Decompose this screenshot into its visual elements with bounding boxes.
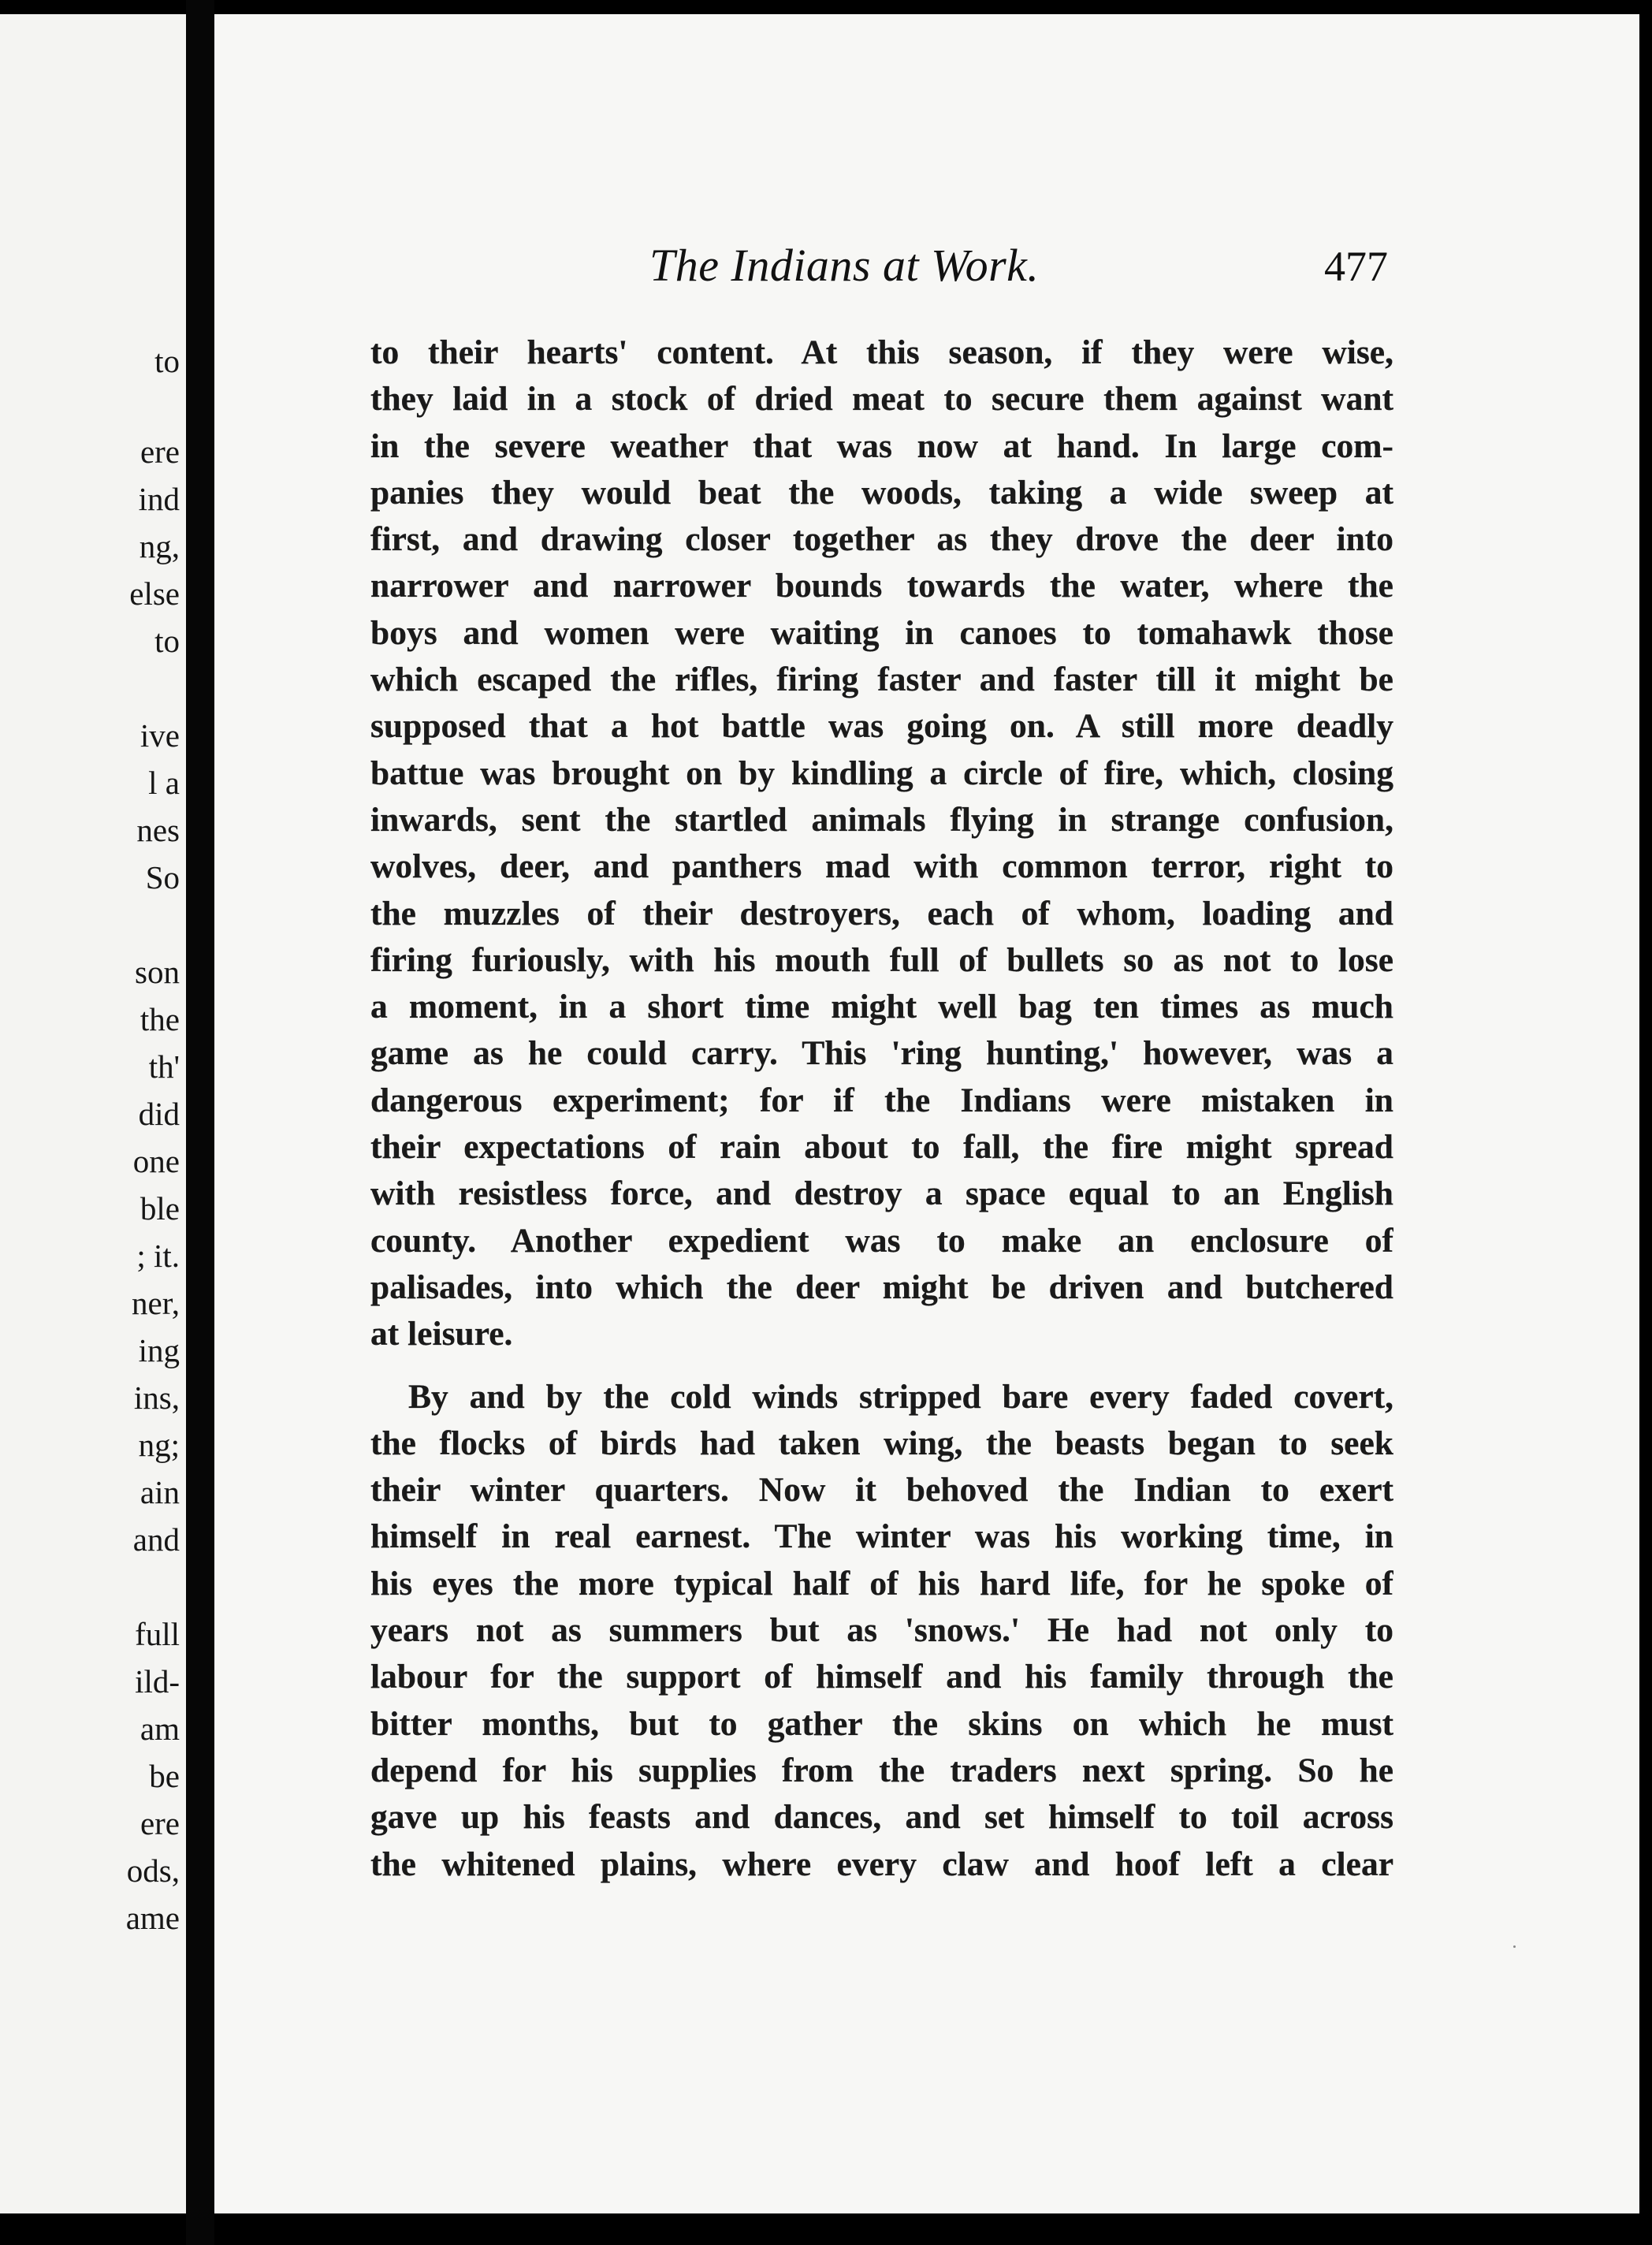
- facing-page-fragment: ins,: [133, 1379, 180, 1416]
- facing-page-fragment: ere: [140, 1805, 180, 1841]
- text-line: the flocks of birds had taken wing, the beasts began to seek: [370, 1424, 1393, 1462]
- text-line: the muzzles of their destroyers, each of whom, loading and: [370, 894, 1393, 933]
- facing-page-fragment: l a: [148, 765, 180, 801]
- facing-page-fragment: did: [138, 1096, 180, 1132]
- text-line: to their hearts' content. At this season, if they were wise,: [370, 333, 1393, 371]
- text-line: county. Another expedient was to make an enclosure of: [370, 1221, 1393, 1260]
- facing-page-fragment: one: [132, 1143, 180, 1179]
- facing-page-edge: [0, 14, 188, 2213]
- text-line: wolves, deer, and panthers mad with common terror, right to: [370, 847, 1393, 886]
- facing-page-fragment: to: [154, 343, 180, 379]
- text-line: game as he could carry. This 'ring hunting,' however, was a: [370, 1034, 1393, 1073]
- text-line: palisades, into which the deer might be driven and butchered: [370, 1268, 1393, 1306]
- text-line: firing furiously, with his mouth full of bullets so as not to lose: [370, 940, 1393, 979]
- facing-page-fragment: nes: [136, 812, 180, 848]
- facing-page-fragment: ng,: [139, 528, 180, 564]
- text-line: his eyes the more typical half of his hard life, for he spoke of: [370, 1564, 1393, 1603]
- facing-page-fragment: th': [148, 1048, 180, 1085]
- facing-page-fragment: ble: [140, 1190, 180, 1227]
- text-line: supposed that a hot battle was going on. A still more deadly: [370, 707, 1393, 746]
- facing-page-fragment: ive: [140, 717, 180, 754]
- speck: [1513, 1945, 1516, 1948]
- text-line: which escaped the rifles, firing faster and faster till it might be: [370, 661, 1393, 699]
- facing-page-fragment: So: [145, 859, 180, 895]
- text-line: in the severe weather that was now at hand. In large com-: [370, 426, 1393, 465]
- running-head: [214, 239, 1639, 294]
- body-text: [370, 329, 1393, 1888]
- text-line: years not as summers but as 'snows.' He had not only to: [370, 1611, 1393, 1650]
- text-line: they laid in a stock of dried meat to secure them against want: [370, 380, 1393, 419]
- facing-page-fragment: ods,: [126, 1852, 180, 1889]
- text-line: their winter quarters. Now it behoved the Indian to exert: [370, 1471, 1393, 1510]
- text-line: their expectations of rain about to fall, the fire might spread: [370, 1128, 1393, 1167]
- facing-page-fragment: son: [135, 954, 180, 990]
- facing-page-fragment: ame: [125, 1900, 180, 1936]
- text-line: himself in real earnest. The winter was his working time, in: [370, 1517, 1393, 1556]
- text-line: dangerous experiment; for if the Indians were mistaken in: [370, 1081, 1393, 1119]
- text-line: first, and drawing closer together as they drove the deer into: [370, 520, 1393, 559]
- text-line: depend for his supplies from the traders next spring. So he: [370, 1751, 1393, 1789]
- facing-page-fragment: to: [154, 623, 180, 659]
- text-line: at leisure.: [370, 1315, 513, 1353]
- facing-page-fragment: ; it.: [136, 1238, 180, 1274]
- facing-page-fragment: the: [140, 1001, 180, 1037]
- page-number: 477: [1324, 243, 1388, 290]
- text-line: narrower and narrower bounds towards the water, where the: [370, 567, 1393, 605]
- facing-page-fragment: be: [149, 1758, 180, 1794]
- facing-page-fragment: am: [140, 1711, 180, 1747]
- book-page: [214, 14, 1639, 2213]
- facing-page-fragment: ind: [138, 481, 180, 517]
- text-line: labour for the support of himself and his family through the: [370, 1658, 1393, 1696]
- paragraph-gap: [370, 1358, 1393, 1374]
- text-line: with resistless force, and destroy a space equal to an English: [370, 1175, 1393, 1213]
- text-line: the whitened plains, where every claw and hoof left a clear: [370, 1845, 1393, 1883]
- book-gutter: [186, 0, 214, 2245]
- facing-page-fragment: ere: [140, 434, 180, 470]
- text-line: battue was brought on by kindling a circle of fire, which, closing: [370, 754, 1393, 792]
- text-line: By and by the cold winds stripped bare every faded covert,: [408, 1377, 1393, 1416]
- facing-page-fragment: ild-: [135, 1663, 180, 1700]
- text-line: boys and women were waiting in canoes to tomahawk those: [370, 613, 1393, 652]
- text-line: a moment, in a short time might well bag ten times as much: [370, 988, 1393, 1026]
- text-line: inwards, sent the startled animals flying in strange confusion,: [370, 800, 1393, 839]
- facing-page-fragment: else: [129, 575, 180, 612]
- facing-page-fragment: ain: [140, 1474, 180, 1510]
- running-head-title: The Indians at Work.: [649, 240, 1040, 291]
- facing-page-line-endings: [6, 14, 180, 2213]
- facing-page-fragment: and: [132, 1521, 180, 1558]
- text-line: panies they would beat the woods, taking a wide sweep at: [370, 473, 1393, 512]
- text-line: gave up his feasts and dances, and set himself to toil across: [370, 1798, 1393, 1837]
- facing-page-fragment: full: [135, 1616, 180, 1652]
- facing-page-fragment: ng;: [138, 1427, 180, 1463]
- facing-page-fragment: ner,: [132, 1285, 180, 1321]
- text-line: bitter months, but to gather the skins on which he must: [370, 1704, 1393, 1743]
- facing-page-fragment: ing: [138, 1332, 180, 1368]
